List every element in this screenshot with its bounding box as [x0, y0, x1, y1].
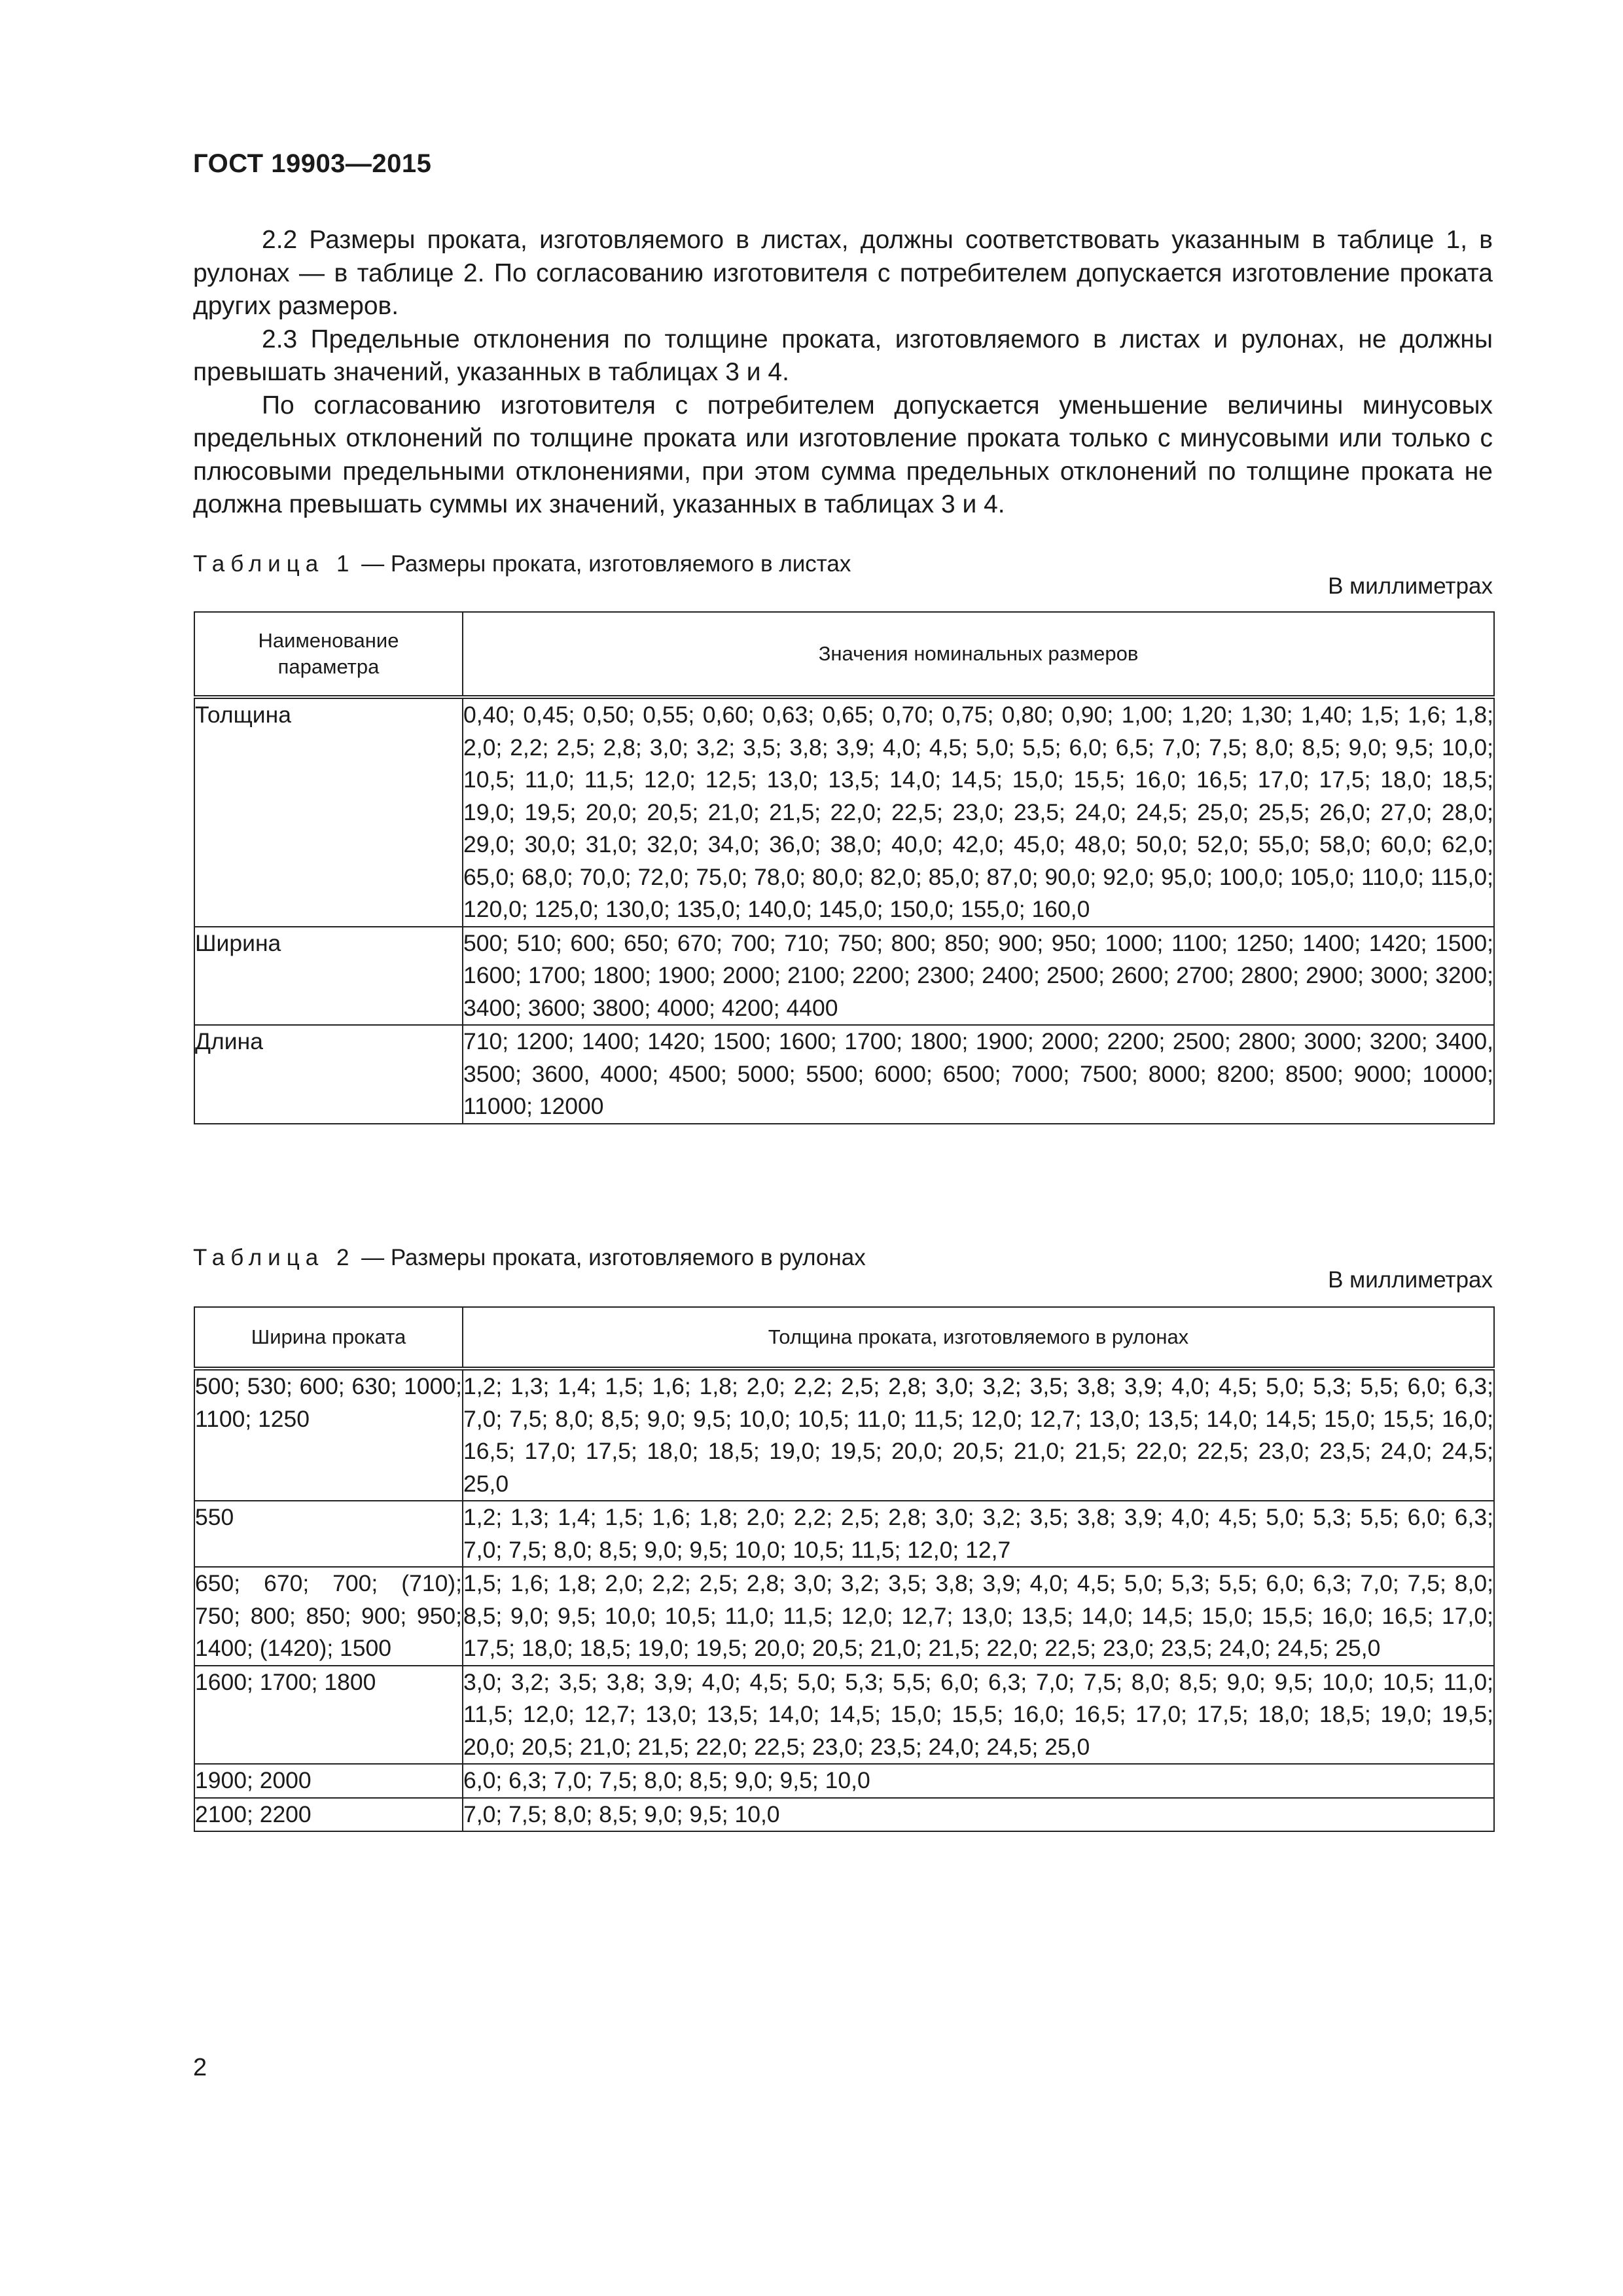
table-row [194, 1369, 1494, 1501]
table2-row-width: 650; 670; 700; (710); 750; 800; 850; 900; 950; 1400; (1420); 1500 [194, 1567, 463, 1666]
document-code: ГОСТ 19903—2015 [193, 149, 432, 178]
table-row [194, 1567, 1494, 1666]
table-row [194, 1798, 1494, 1832]
table1-caption-label: Таблица 1 [193, 551, 355, 577]
table2-caption [193, 1245, 866, 1271]
table1-header-values: Значения номинальных размеров [463, 612, 1494, 697]
table2-row-values: 1,2; 1,3; 1,4; 1,5; 1,6; 1,8; 2,0; 2,2; 2,5; 2,8; 3,0; 3,2; 3,5; 3,8; 3,9; 4,0; 4,5; 5,0; 5,3; 5,5; 6,0; 6,3; 7,0; 7,5; 8,0; 8,5; 9,0; 9,5; 10,0; 10,5; 11,0; 11,5; 12,0; 12,7; 13,0; 13,5; 14,0; 14,5; 15,0; 15,5; 16,0; 16,5; 17,0; 17,5; 18,0; 18,5; 19,0; 19,5; 20,0; 20,5; 21,0; 21,5; 22,0; 22,5; 23,0; 23,5; 24,0; 24,5; 25,0 [463, 1369, 1494, 1501]
table2-row-width: 1600; 1700; 1800 [194, 1666, 463, 1765]
table2-row-values: 3,0; 3,2; 3,5; 3,8; 3,9; 4,0; 4,5; 5,0; 5,3; 5,5; 6,0; 6,3; 7,0; 7,5; 8,0; 8,5; 9,0; 9,5; 10,0; 10,5; 11,0; 11,5; 12,0; 12,7; 13,0; 13,5; 14,0; 14,5; 15,0; 15,5; 16,0; 16,5; 17,0; 17,5; 18,0; 18,5; 19,0; 19,5; 20,0; 20,5; 21,0; 21,5; 22,0; 22,5; 23,0; 23,5; 24,0; 24,5; 25,0 [463, 1666, 1494, 1765]
table1-row-name: Толщина [194, 697, 463, 927]
table2-header-width: Ширина проката [194, 1307, 463, 1369]
table2-row-values: 6,0; 6,3; 7,0; 7,5; 8,0; 8,5; 9,0; 9,5; 10,0 [463, 1764, 1494, 1798]
table1-caption-title: — Размеры проката, изготовляемого в листах [355, 551, 851, 577]
body-text [193, 224, 1493, 522]
table1-row-values: 500; 510; 600; 650; 670; 700; 710; 750; 800; 850; 900; 950; 1000; 1100; 1250; 1400; 1420; 1500; 1600; 1700; 1800; 1900; 2000; 2100; 2200; 2300; 2400; 2500; 2600; 2700; 2800; 2900; 3000; 3200; 3400; 3600; 3800; 4000; 4200; 4400 [463, 927, 1494, 1026]
table2-caption-title: — Размеры проката, изготовляемого в рулонах [355, 1245, 866, 1270]
table2-caption-label: Таблица 2 [193, 1245, 355, 1270]
table2-header-thickness: Толщина проката, изготовляемого в рулонах [463, 1307, 1494, 1369]
page-number: 2 [193, 2054, 207, 2081]
paragraph-agreement: По согласованию изготовителя с потребителем допускается уменьшение величины минусовых предельных отклонений по толщине проката или изготовление проката только с минусовыми или только с плюсовыми предельными отклонениями, при этом сумма предельных отклонений по толщине проката не должна превышать суммы их значений, указанных в таблицах 3 и 4. [193, 391, 1493, 518]
table2-row-width: 500; 530; 600; 630; 1000; 1100; 1250 [194, 1369, 463, 1501]
table2-row-values: 1,5; 1,6; 1,8; 2,0; 2,2; 2,5; 2,8; 3,0; 3,2; 3,5; 3,8; 3,9; 4,0; 4,5; 5,0; 5,3; 5,5; 6,0; 6,3; 7,0; 7,5; 8,0; 8,5; 9,0; 9,5; 10,0; 10,5; 11,0; 11,5; 12,0; 12,7; 13,0; 13,5; 14,0; 14,5; 15,0; 15,5; 16,0; 16,5; 17,0; 17,5; 18,0; 18,5; 19,0; 19,5; 20,0; 20,5; 21,0; 21,5; 22,0; 22,5; 23,0; 23,5; 24,0; 24,5; 25,0 [463, 1567, 1494, 1666]
table2-header-row [194, 1307, 1494, 1369]
table-row [194, 1025, 1494, 1124]
table2 [194, 1306, 1495, 1832]
table1-row-name: Длина [194, 1025, 463, 1124]
table1-row-values: 0,40; 0,45; 0,50; 0,55; 0,60; 0,63; 0,65; 0,70; 0,75; 0,80; 0,90; 1,00; 1,20; 1,30; 1,40; 1,5; 1,6; 1,8; 2,0; 2,2; 2,5; 2,8; 3,0; 3,2; 3,5; 3,8; 3,9; 4,0; 4,5; 5,0; 5,5; 6,0; 6,5; 7,0; 7,5; 8,0; 8,5; 9,0; 9,5; 10,0; 10,5; 11,0; 11,5; 12,0; 12,5; 13,0; 13,5; 14,0; 14,5; 15,0; 15,5; 16,0; 16,5; 17,0; 17,5; 18,0; 18,5; 19,0; 19,5; 20,0; 20,5; 21,0; 21,5; 22,0; 22,5; 23,0; 23,5; 24,0; 24,5; 25,0; 25,5; 26,0; 27,0; 28,0; 29,0; 30,0; 31,0; 32,0; 34,0; 36,0; 38,0; 40,0; 42,0; 45,0; 48,0; 50,0; 52,0; 55,0; 58,0; 60,0; 62,0; 65,0; 68,0; 70,0; 72,0; 75,0; 78,0; 80,0; 82,0; 85,0; 87,0; 90,0; 92,0; 95,0; 100,0; 105,0; 110,0; 115,0; 120,0; 125,0; 130,0; 135,0; 140,0; 145,0; 150,0; 155,0; 160,0 [463, 697, 1494, 927]
table-row [194, 697, 1494, 927]
table-row [194, 1666, 1494, 1765]
table1-row-values: 710; 1200; 1400; 1420; 1500; 1600; 1700; 1800; 1900; 2000; 2200; 2500; 2800; 3000; 3200; 3400, 3500; 3600, 4000; 4500; 5000; 5500; 6000; 6500; 7000; 7500; 8000; 8200; 8500; 9000; 10000; 11000; 12000 [463, 1025, 1494, 1124]
table1 [194, 611, 1495, 1124]
table2-row-values: 1,2; 1,3; 1,4; 1,5; 1,6; 1,8; 2,0; 2,2; 2,5; 2,8; 3,0; 3,2; 3,5; 3,8; 3,9; 4,0; 4,5; 5,0; 5,3; 5,5; 6,0; 6,3; 7,0; 7,5; 8,0; 8,5; 9,0; 9,5; 10,0; 10,5; 11,5; 12,0; 12,7 [463, 1501, 1494, 1567]
table2-units: В миллиметрах [1328, 1267, 1493, 1293]
table1-units: В миллиметрах [1328, 573, 1493, 599]
table1-caption [193, 551, 851, 577]
table-row [194, 927, 1494, 1026]
table1-row-name: Ширина [194, 927, 463, 1026]
table-row [194, 1501, 1494, 1567]
table1-header-parameter: Наименование параметра [194, 612, 463, 697]
table-row [194, 1764, 1494, 1798]
table2-row-width: 550 [194, 1501, 463, 1567]
paragraph-2-2: 2.2 Размеры проката, изготовляемого в листах, должны соответствовать указанным в таблице 1, в рулонах — в таблице 2. По согласованию изготовителя с потребителем допускается изготовление проката других размеров. [193, 226, 1493, 320]
table2-row-width: 1900; 2000 [194, 1764, 463, 1798]
table2-row-width: 2100; 2200 [194, 1798, 463, 1832]
table1-header-row [194, 612, 1494, 697]
paragraph-2-3: 2.3 Предельные отклонения по толщине проката, изготовляемого в листах и рулонах, не должны превышать значений, указанных в таблицах 3 и 4. [193, 325, 1493, 386]
table2-row-values: 7,0; 7,5; 8,0; 8,5; 9,0; 9,5; 10,0 [463, 1798, 1494, 1832]
